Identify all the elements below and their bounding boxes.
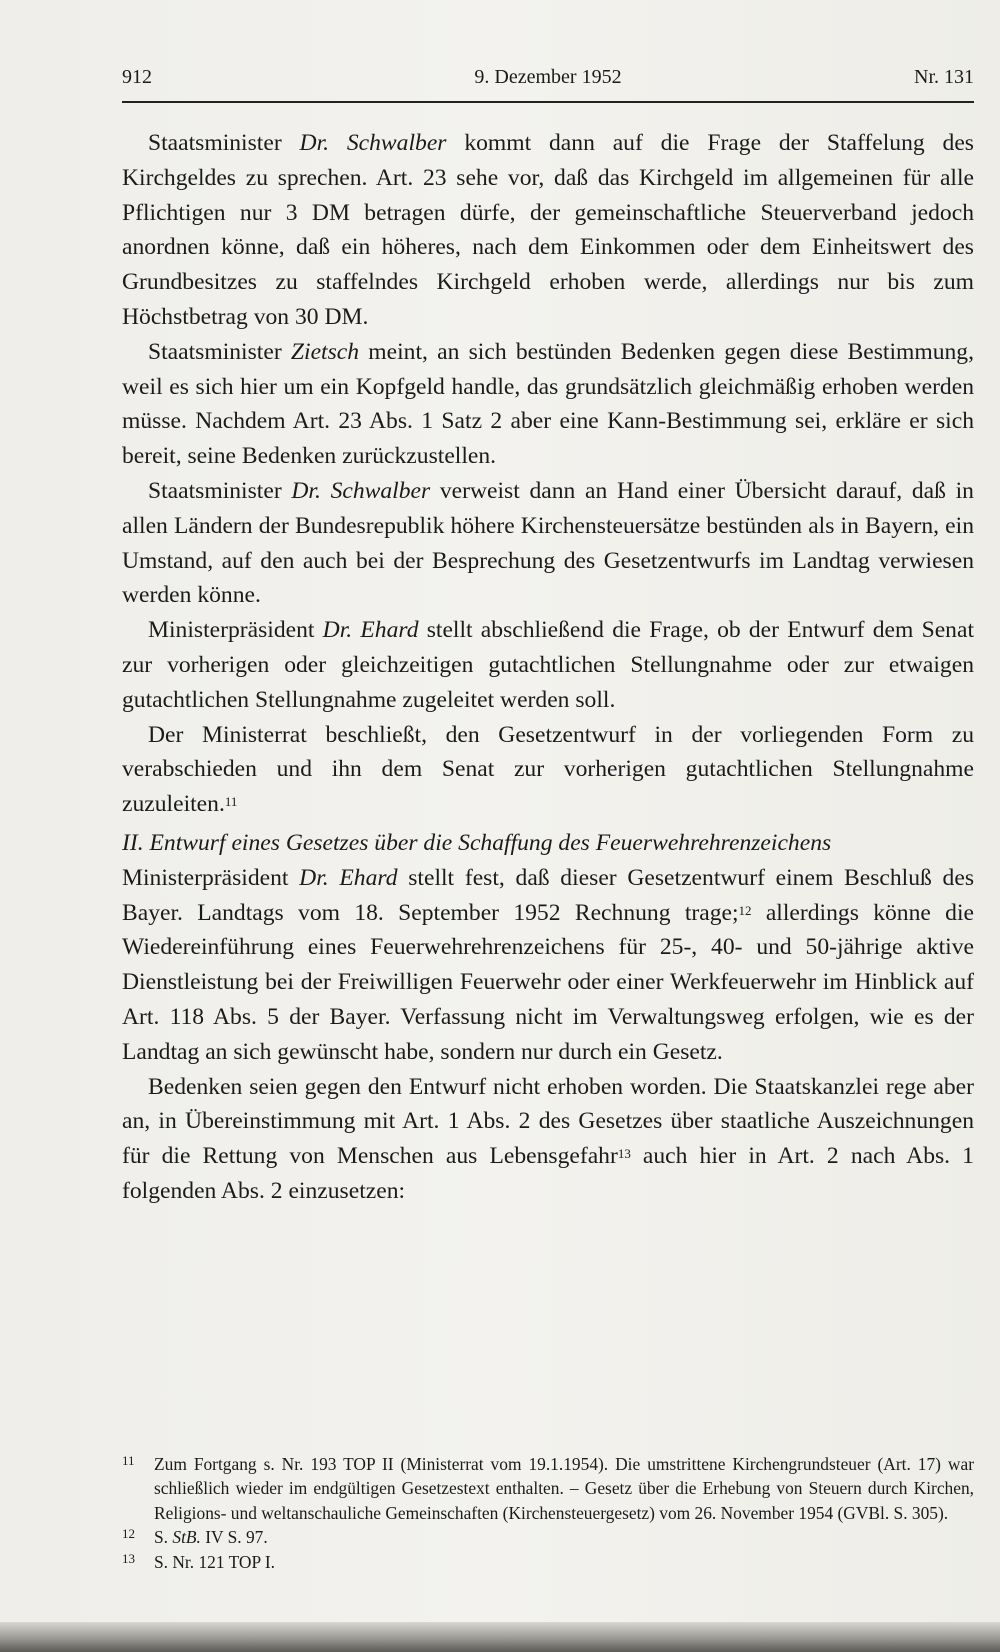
main-text	[122, 126, 974, 1209]
footnotes	[122, 1452, 974, 1574]
running-header	[122, 66, 974, 96]
footnote-number: 12	[122, 1526, 135, 1542]
footnote-ref-11: 11	[224, 794, 238, 810]
paragraph-schwalber-kirchgeld: Staatsminister Dr. Schwalber kommt dann auf die Frage der Staffelung des Kirchgeldes zu sprechen. Art. 23 sehe vor, daß das Kirchgeld im allgemeinen für alle Pflichtigen nur 3 DM betragen dürfe, der gemeinschaftliche Steuerverband jedoch anordnen könne, daß ein höheres, nach dem Einkommen oder dem Einheitswert des Grundbesitzes zu staffelndes Kirchgeld erhoben werde, allerdings nur bis zum Höchstbetrag von 30 DM.	[122, 130, 974, 330]
speaker-name: Zietsch	[290, 338, 360, 365]
speaker-name: Dr. Schwalber	[299, 130, 447, 156]
header-rule	[122, 101, 974, 103]
header-issue-number: Nr. 131	[914, 66, 974, 88]
speaker-name: Dr. Ehard	[322, 617, 419, 644]
page-number: 912	[122, 66, 152, 88]
paragraph-bedenken: Bedenken seien gegen den Entwurf nicht erhoben worden. Die Staatskanzlei rege aber an, in Übereinstimmung mit Art. 1 Abs. 2 des Gesetzes über staatliche Auszeichnungen für die Rettung von Menschen aus Lebensgefahr$^{13}$ auch hier in Art. 2 nach Abs. 1 folgenden Abs. 2 einzusetzen:	[122, 1073, 974, 1204]
paragraph-ehard-feuerwehr: Ministerpräsident Dr. Ehard stellt fest, daß dieser Gesetzentwurf einem Beschluß des Bayer. Landtags vom 18. September 1952 Rechnung trage;$^{12}$ allerdings könne die Wiedereinführung eines Feuerwehrehrenzeichens für 25-, 40- und 50-jährige aktive Dienstleistung bei der Freiwilligen Feuerwehr oder einer Werkfeuerwehr im Hinblick auf Art. 118 Abs. 5 der Bayer. Verfassung nicht im Verwaltungsweg erfolgen, wie es der Landtag an sich gewünscht habe, sondern nur durch ein Gesetz.	[122, 864, 975, 1065]
speaker-name: Dr. Schwalber	[291, 477, 431, 504]
footnote-number: 13	[122, 1550, 135, 1566]
header-date: 9. Dezember 1952	[474, 66, 622, 88]
footnote-ref-13: 13	[617, 1146, 631, 1162]
footnote-12: 12 S. StB. IV S. 97.	[122, 1525, 974, 1549]
footnote-text: S. Nr. 121 TOP I.	[154, 1551, 275, 1572]
footnote-13	[122, 1550, 974, 1574]
footnote-text: Zum Fortgang s. Nr. 193 TOP II (Ministerrat vom 19.1.1954). Die umstrittene Kirchengrundsteuer (Art. 17) war schließlich wieder im endgültigen Gesetzestext enthalten. – Gesetz über die Erhebung von Steuern durch Kirchen, Religions- und weltanschauliche Gemeinschaften (Kirchensteuergesetz) vom 26. November 1954 (GVBl. S. 305).	[154, 1454, 974, 1523]
footnote-ref-12: 12	[738, 902, 752, 918]
scan-shadow-edge	[0, 1622, 1000, 1652]
abbreviation-stb: StB.	[172, 1527, 201, 1548]
speaker-name: Dr. Ehard	[299, 864, 398, 891]
paragraph-schwalber-uebersicht: Staatsminister Dr. Schwalber verweist dann an Hand einer Übersicht darauf, daß in allen Ländern der Bundesrepublik höhere Kirchensteuersätze bestünden als in Bayern, ein Umstand, auf den auch bei der Besprechung des Gesetzentwurfs im Landtag verwiesen werden könne.	[122, 477, 974, 609]
footnote-number: 11	[122, 1453, 135, 1468]
footnote-11	[122, 1452, 974, 1525]
section-heading: II. Entwurf eines Gesetzes über die Schaffung des Feuerwehrehrenzeichens	[122, 829, 832, 856]
paragraph-zietsch: Staatsminister Zietsch meint, an sich bestünden Bedenken gegen diese Bestimmung, weil es sich hier um ein Kopfgeld handle, das grundsätzlich gleichmäßig erhoben werden müsse. Nachdem Art. 23 Abs. 1 Satz 2 aber eine Kann-Bestimmung sei, erkläre er sich bereit, seine Bedenken zurückzustellen.	[122, 338, 974, 470]
paragraph-ehard-senat: Ministerpräsident Dr. Ehard stellt abschließend die Frage, ob der Entwurf dem Senat zur vorherigen oder gleichzeitigen gutachtlichen Stellungnahme oder zur etwaigen gutachtlichen Stellungnahme zugeleitet werden soll.	[122, 617, 975, 713]
paragraph-beschluss: Der Ministerrat beschließt, den Gesetzentwurf in der vorliegenden Form zu verabschieden und ihn dem Senat zur vorherigen gutachtlichen Stellungnahme zuzuleiten.$^{11}$	[122, 721, 974, 818]
